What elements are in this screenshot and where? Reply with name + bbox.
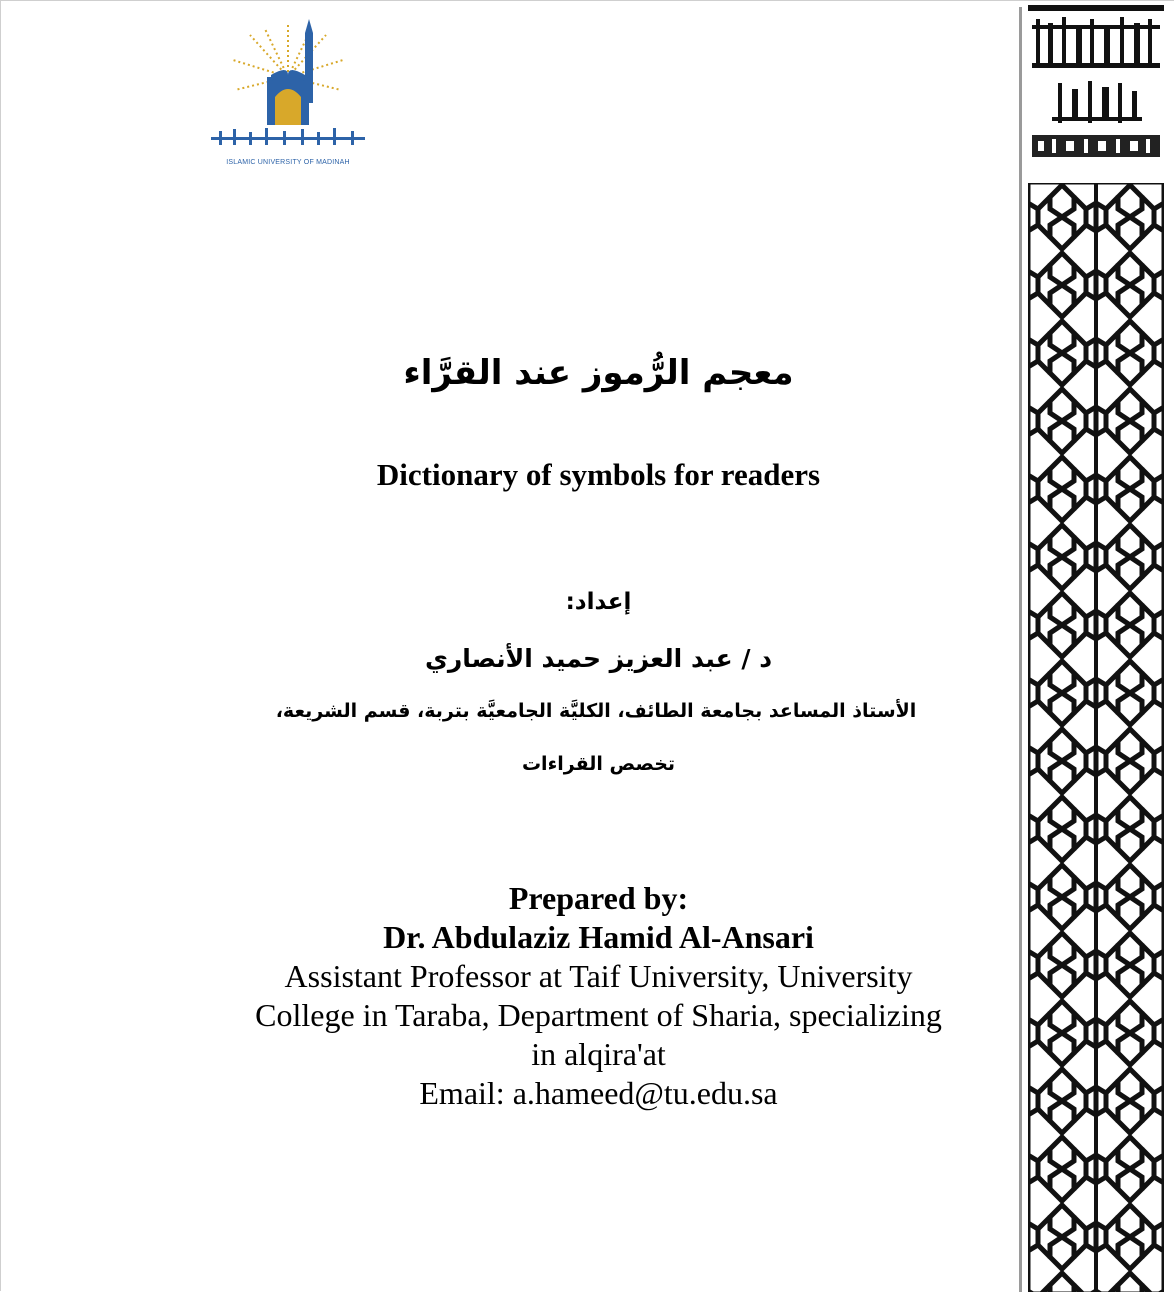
- arabic-author-position: الأستاذ المساعد بجامعة الطائف، الكليَّة الجامعيَّة بتربة، قسم الشريعة،: [275, 700, 917, 722]
- english-author-position-line-3: in alqira'at: [531, 1036, 666, 1072]
- arabic-author-name: د / عبد العزيز حميد الأنصاري: [424, 644, 773, 673]
- side-divider: [1019, 7, 1022, 1292]
- author-email: Email: a.hameed@tu.edu.sa: [419, 1075, 778, 1111]
- arabic-author-specialty: تخصص القراءات: [521, 753, 676, 775]
- geometric-pattern-icon: [1028, 183, 1164, 1292]
- english-author-name: Dr. Abdulaziz Hamid Al-Ansari: [383, 919, 814, 955]
- ministry-calligraphy-icon: [1028, 5, 1164, 167]
- logo-caption: ISLAMIC UNIVERSITY OF MADINAH: [226, 159, 350, 166]
- arabic-prepared-by-label: إعداد:: [565, 589, 632, 615]
- decorative-side-strip: [1028, 5, 1164, 1292]
- english-prepared-by-label: Prepared by:: [508, 880, 689, 916]
- logo-emblem-icon: [205, 15, 371, 165]
- english-author-block: [211, 879, 986, 1113]
- english-author-position-line-1: Assistant Professor at Taif University, University: [284, 958, 913, 994]
- arabic-title: معجم الرُّموز عند القرَّاء: [403, 353, 794, 393]
- english-title: Dictionary of symbols for readers: [376, 457, 821, 492]
- university-logo: [205, 15, 371, 175]
- english-author-position-line-2: College in Taraba, Department of Sharia, specializing: [255, 997, 942, 1033]
